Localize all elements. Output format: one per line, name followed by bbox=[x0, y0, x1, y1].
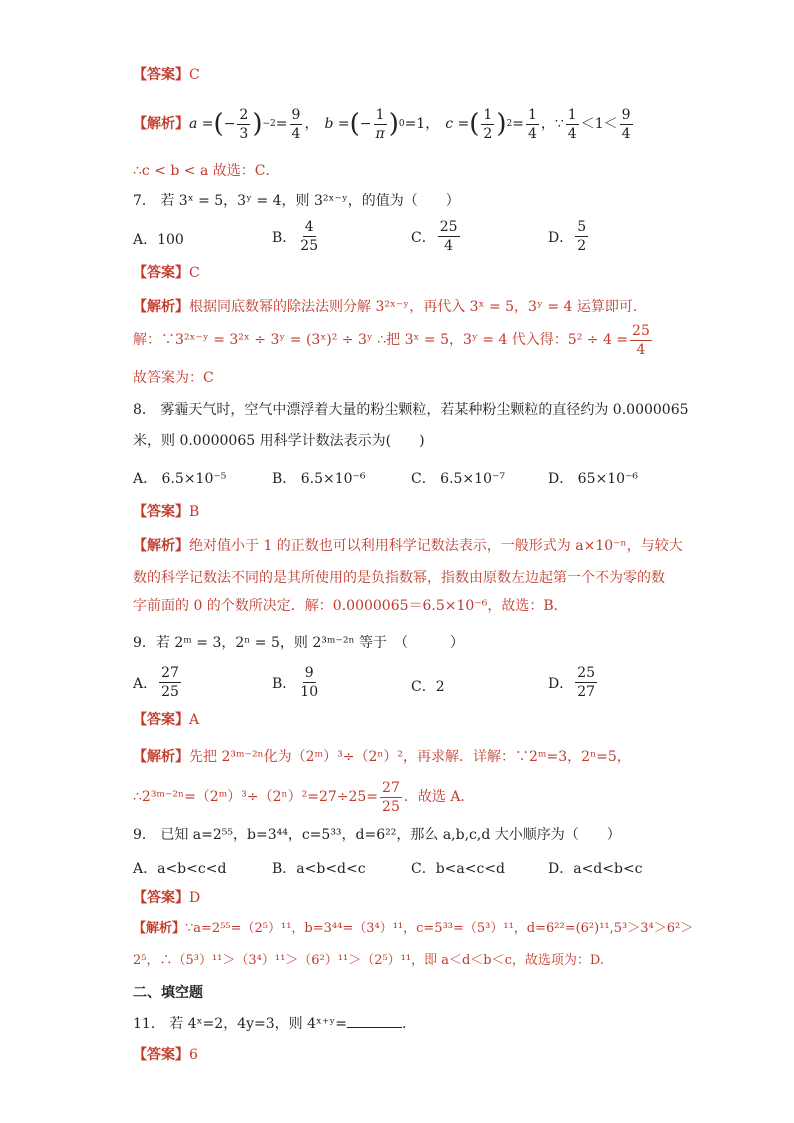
answer-label: 【答案】 bbox=[133, 1047, 189, 1063]
q10-option-d: D．a<d<b<c bbox=[548, 861, 643, 877]
frac-den: 25 bbox=[161, 684, 179, 700]
option-fraction bbox=[575, 664, 597, 701]
q7-final: 故答案为：C bbox=[133, 370, 214, 386]
q7-solution: 解：∵3²ˣ⁻ʸ = 3²ˣ ÷ 3ʸ = (3ˣ)² ÷ 3ʸ ∴把 3ˣ = 5，3ʸ = 4 代入得：5² ÷ 4 = bbox=[133, 332, 629, 348]
paren-close: ) bbox=[252, 109, 263, 139]
frac-num: 25 bbox=[632, 322, 650, 339]
frac-num: 9 bbox=[291, 106, 301, 123]
q6-c-fraction bbox=[481, 106, 494, 143]
frac-num: 27 bbox=[382, 779, 400, 796]
analysis-label: 【解析】 bbox=[133, 538, 189, 554]
q8-analysis-line2: 数的科学记数法不同的是其所使用的是负指数幂，指数由原数左边起第一个不为零的数 bbox=[133, 570, 665, 586]
answer-label: 【答案】 bbox=[133, 67, 189, 83]
q9-solution-line bbox=[133, 779, 474, 815]
option-fraction bbox=[298, 664, 320, 701]
frac-den: 4 bbox=[567, 125, 577, 142]
q7-option-b bbox=[272, 218, 322, 255]
frac-den: 4 bbox=[621, 125, 631, 142]
q9-solution-fraction bbox=[380, 779, 402, 816]
q10-option-a: A．a<b<c<d bbox=[133, 861, 227, 877]
q8-option-d: D． 65×10⁻⁶ bbox=[548, 471, 639, 487]
q9-solution: ∴2³ᵐ⁻²ⁿ=（2ᵐ）³÷（2ⁿ）²=27÷25= bbox=[133, 789, 379, 805]
frac-num: 5 bbox=[577, 219, 587, 235]
option-fraction bbox=[159, 664, 181, 701]
q7-option-c bbox=[411, 218, 462, 255]
option-label: A． bbox=[133, 675, 158, 692]
frac-num: 2 bbox=[239, 106, 249, 123]
frac-num: 27 bbox=[161, 665, 179, 681]
q10-analysis-line1 bbox=[133, 920, 693, 938]
q6-analysis-line: 【解析】 a = ( − $\frac{2}{3}$ ) −2 = $\frac{9}{4}$ ， b = ( − $\frac{1}{\pi}$ ) 0 =1， c = ( $\frac{1}{2}$ ) 2 = $\frac{1}{4}$ ， ∵ $\frac{1}{4}$ ＜1＜ $\frac{9}{4}$ bbox=[133, 106, 631, 142]
q7-analysis: 根据同底数幂的除法法则分解 3²ˣ⁻ʸ，再代入 3ˣ = 5，3ʸ = 4 运算即可． bbox=[189, 299, 647, 315]
frac-num: 4 bbox=[304, 219, 314, 235]
q6-conclusion: ∴c < b < a 故选：C． bbox=[133, 163, 280, 179]
q9-answer: A bbox=[189, 712, 200, 728]
q6-cmp-right bbox=[620, 106, 633, 143]
q7-answer: C bbox=[189, 265, 200, 281]
q7-stem: 7． 若 3ˣ = 5，3ʸ = 4，则 3²ˣ⁻ʸ，的值为（ ） bbox=[133, 193, 460, 209]
q9-analysis: 先把 2³ᵐ⁻²ⁿ化为（2ᵐ）³÷（2ⁿ）²，再求解．详解：∵2ᵐ=3，2ⁿ=5， bbox=[189, 749, 631, 765]
frac-num: 9 bbox=[304, 665, 314, 681]
frac-den: π bbox=[375, 125, 385, 142]
q10-option-c: C．b<a<c<d bbox=[411, 861, 506, 877]
frac-den: 3 bbox=[239, 125, 249, 142]
frac-den: 10 bbox=[300, 684, 319, 700]
q11-stem-line bbox=[133, 1015, 406, 1033]
analysis-label: 【解析】 bbox=[133, 921, 186, 936]
frac-den: 4 bbox=[444, 238, 454, 254]
analysis-label: 【解析】 bbox=[133, 299, 189, 315]
frac-num: 1 bbox=[483, 106, 493, 123]
answer-label: 【答案】 bbox=[133, 890, 189, 906]
q6-c-result bbox=[526, 106, 539, 143]
answer-label: 【答案】 bbox=[133, 712, 189, 728]
frac-num: 9 bbox=[621, 106, 631, 123]
because-symbol: ∵ bbox=[554, 116, 564, 132]
q10-analysis-line2: 2⁵，∴（5³）¹¹＞（3⁴）¹¹＞（6²）¹¹＞（2⁵）¹¹，即 a＜d＜b＜c，故选项为：D. bbox=[133, 953, 605, 968]
q7-option-d bbox=[548, 218, 590, 255]
q8-analysis-line1 bbox=[133, 537, 683, 555]
answer-label: 【答案】 bbox=[133, 265, 189, 281]
q10-stem: 9． 已知 a=2⁵⁵，b=3⁴⁴，c=5³³，d=6²²，那么 a,b,c,d 大小顺序为（ ） bbox=[133, 827, 621, 843]
q6-b-result: =1， bbox=[404, 116, 440, 132]
q8-analysis1: 绝对值小于 1 的正数也可以利用科学记数法表示，一般形式为 a×10⁻ⁿ，与较大 bbox=[189, 538, 683, 554]
q8-answer: B bbox=[189, 504, 200, 520]
q6-c-var: c = bbox=[445, 116, 470, 132]
frac-num: 25 bbox=[577, 665, 596, 681]
q6-a-result bbox=[290, 106, 303, 143]
option-label: B． bbox=[272, 675, 297, 692]
frac-den: 27 bbox=[577, 684, 596, 700]
paren-open: ( bbox=[349, 109, 360, 139]
q8-stem-line1: 8． 雾霾天气时，空气中漂浮着大量的粉尘颗粒，若某种粉尘颗粒的直径约为 0.0000065 bbox=[133, 402, 689, 418]
q6-b-var: b = bbox=[324, 116, 350, 132]
frac-den: 25 bbox=[382, 798, 400, 815]
q6-cmp-left bbox=[566, 106, 579, 143]
answer-blank bbox=[347, 1015, 402, 1028]
option-fraction bbox=[298, 218, 320, 255]
analysis-label: 【解析】 bbox=[133, 116, 189, 132]
q8-option-a: A． 6.5×10⁻⁵ bbox=[133, 471, 227, 487]
frac-den: 4 bbox=[527, 125, 537, 142]
q7-analysis-line bbox=[133, 298, 647, 316]
q11-stem: 11． 若 4ˣ=2，4y=3，则 4ˣ⁺ʸ= bbox=[133, 1016, 347, 1032]
q11-answer-line bbox=[133, 1046, 198, 1064]
q9-option-a bbox=[133, 664, 183, 701]
q10-option-b: B．a<b<d<c bbox=[272, 861, 366, 877]
q9-option-c: C．2 bbox=[411, 679, 445, 695]
q10-analysis1: ∵a=2⁵⁵=（2⁵）¹¹，b=3⁴⁴=（3⁴）¹¹，c=5³³=（5³）¹¹，d=6²²=(6²)¹¹,5³＞3⁴＞6²＞ bbox=[185, 921, 694, 936]
q9-solution-tail: ．故选 A． bbox=[403, 789, 475, 805]
q6-a-fraction bbox=[237, 106, 250, 143]
q8-answer-line bbox=[133, 503, 199, 521]
frac-den: 4 bbox=[291, 125, 301, 142]
q9-option-b bbox=[272, 664, 322, 701]
q7-solution-line bbox=[133, 322, 654, 358]
frac-den: 2 bbox=[577, 238, 587, 254]
paren-close: ) bbox=[496, 109, 507, 139]
q6-cmp-mid: ＜1＜ bbox=[580, 116, 618, 132]
paren-open: ( bbox=[213, 109, 224, 139]
frac-den: 4 bbox=[636, 341, 646, 358]
q9-stem: 9．若 2ᵐ = 3，2ⁿ = 5，则 2³ᵐ⁻²ⁿ 等于 （ ） bbox=[133, 635, 464, 651]
q7-solution-fraction bbox=[630, 322, 652, 359]
q6-answer-line bbox=[133, 66, 200, 84]
frac-num: 1 bbox=[375, 106, 385, 123]
q11-tail: . bbox=[402, 1016, 407, 1032]
answer-label: 【答案】 bbox=[133, 504, 189, 520]
q6-answer: C bbox=[189, 67, 200, 83]
q10-answer: D bbox=[189, 890, 201, 906]
option-fraction bbox=[575, 218, 588, 255]
q9-analysis-line bbox=[133, 748, 631, 766]
q8-option-b: B． 6.5×10⁻⁶ bbox=[272, 471, 366, 487]
q10-answer-line bbox=[133, 889, 200, 907]
option-label: B． bbox=[272, 229, 297, 246]
frac-num: 1 bbox=[567, 106, 577, 123]
option-label: D． bbox=[548, 675, 574, 692]
q6-a-var: a = bbox=[189, 116, 214, 132]
option-fraction bbox=[438, 218, 460, 255]
option-label: C． bbox=[411, 229, 436, 246]
q9-option-d bbox=[548, 664, 599, 701]
frac-den: 25 bbox=[300, 238, 319, 254]
analysis-label: 【解析】 bbox=[133, 749, 189, 765]
frac-den: 2 bbox=[483, 125, 493, 142]
option-label: D． bbox=[548, 229, 574, 246]
q11-answer: 6 bbox=[189, 1047, 198, 1063]
paren-close: ) bbox=[388, 109, 399, 139]
q7-answer-line bbox=[133, 264, 200, 282]
section-heading: 二、填空题 bbox=[133, 985, 203, 1001]
q6-b-fraction bbox=[373, 106, 386, 143]
q8-option-c: C． 6.5×10⁻⁷ bbox=[411, 471, 505, 487]
frac-num: 1 bbox=[527, 106, 537, 123]
q8-stem-line2: 米，则 0.0000065 用科学计数法表示为( ) bbox=[133, 433, 425, 449]
paren-open: ( bbox=[469, 109, 480, 139]
q7-option-a: A．100 bbox=[133, 232, 184, 248]
frac-num: 25 bbox=[439, 219, 458, 235]
q8-analysis-line3: 字前面的 0 的个数所决定．解：0.0000065＝6.5×10⁻⁶，故选：B． bbox=[133, 598, 568, 614]
q9-answer-line bbox=[133, 711, 199, 729]
